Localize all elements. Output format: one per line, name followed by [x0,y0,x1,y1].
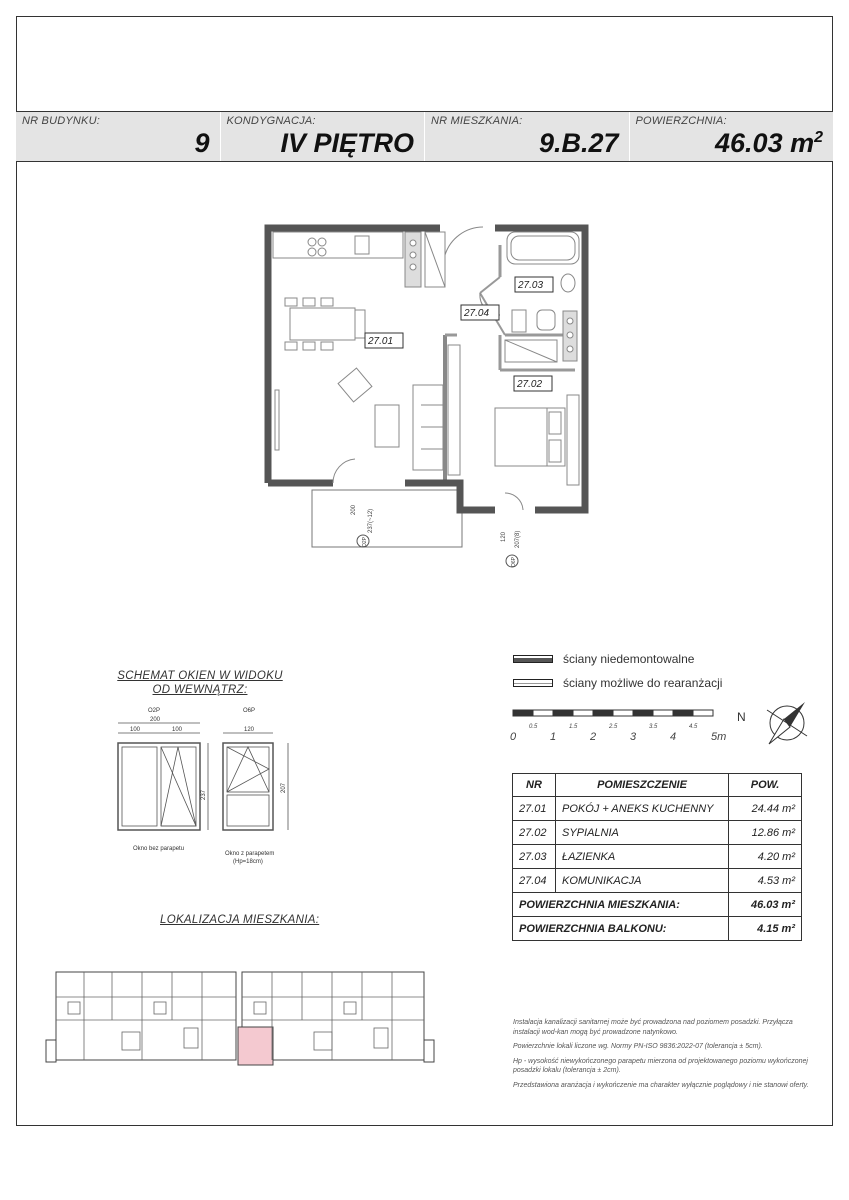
floor-label: KONDYGNACJA: [226,115,316,127]
legend-movable-label: ściany możliwe do rearanżacji [563,676,723,690]
coffee-table [375,405,399,447]
building-value: 9 [194,128,210,158]
building-cell [16,112,221,161]
balcony-total-label: POWIERZCHNIA BALKONU: [513,917,729,941]
w1-height: 237 [201,789,207,800]
scale-label-1: 1 [550,731,557,743]
apartment-total-value: 46.03 m² [729,893,802,917]
row-name: POKÓJ + ANEKS KUCHENNY [556,797,729,821]
building-site-plan [44,962,436,1070]
area-label: POWIERZCHNIA: [635,115,727,127]
room-table [512,773,802,941]
apartment-value: 9.B.27 [538,128,619,158]
room-label-27-03: 27.03 [518,280,544,291]
scale-label-2-5: 2.5 [609,724,618,730]
col-nr: NR [513,774,556,797]
row-nr: 27.02 [513,821,556,845]
note-1: Instalacja kanalizacji sanitarnej może być prowadzona nad poziomem posadzki. Przyłącza instalacji wod-kan mogą być prowadzone natynkowo. [513,1019,793,1036]
row-area: 4.53 m² [729,869,802,893]
legend-swatch-fixed [513,655,553,663]
balcony-window-code: O2P [362,536,368,547]
scale-label-0-5: 0.5 [529,724,538,730]
area-cell [630,112,834,161]
table-row [513,869,802,893]
legend-fixed-label: ściany niedemontowalne [563,652,695,666]
row-area: 24.44 m² [729,797,802,821]
table-row [513,821,802,845]
w1-left: 100 [130,727,141,733]
apartment-total-label: POWIERZCHNIA MIESZKANIA: [513,893,729,917]
balcony [312,490,462,547]
apartment-total-row [513,893,802,917]
balcony-total-row [513,917,802,941]
w1-code: O2P [148,708,161,714]
w1-total: 200 [150,717,161,723]
col-area: POW. [729,774,802,797]
door-window-code: O6P [511,556,517,567]
armchair [338,368,372,402]
legend-movable-walls [513,676,722,690]
w1-right: 100 [172,727,183,733]
row-nr: 27.04 [513,869,556,893]
row-nr: 27.03 [513,845,556,869]
door-width-dim: 120 [501,531,507,542]
area-value-wrap [715,128,823,159]
room-label-27-01: 27.01 [368,336,394,347]
w1-caption: Okno bez parapetu [133,846,185,852]
location-title: LOKALIZACJA MIESZKANIA: [160,914,320,926]
north-arrow-icon [737,702,807,744]
row-area: 4.20 m² [729,845,802,869]
row-name: KOMUNIKACJA [556,869,729,893]
note-2: Powierzchnie lokali liczone wg. Normy PN-ISO 9836:2022-07 (tolerancja ± 5cm). [513,1043,763,1050]
floor-plan [255,215,595,575]
windows-title-line2: OD WEWNĄTRZ: [152,684,248,696]
row-area: 12.86 m² [729,821,802,845]
window-schematics [100,705,300,880]
legend-fixed-walls [513,652,694,666]
north-label: N [737,710,746,724]
apartment-label: NR MIESZKANIA: [431,115,523,127]
w2-height: 207 [281,782,287,793]
area-unit-sup: 2 [814,129,823,146]
balcony-width-dim: 200 [351,504,357,515]
balcony-total-value: 4.15 m² [729,917,802,941]
scale-label-4: 4 [670,731,677,743]
note-4: Przedstawiona aranżacja i wykończenie ma charakter wyłącznie poglądowy i nie stanowi oferty. [513,1081,809,1089]
row-name: ŁAZIENKA [556,845,729,869]
highlighted-apartment [238,1027,273,1065]
table-row [513,845,802,869]
floor-value: IV PIĘTRO [280,128,414,158]
windows-title-line1: SCHEMAT OKIEN W WIDOKU [117,670,283,682]
apartment-cell [425,112,630,161]
window-o2p [118,743,200,830]
window-o6p [223,743,273,830]
balcony-height-dim: 237(~12) [368,508,374,533]
notes-block [513,1018,818,1095]
floor-cell [221,112,426,161]
scale-label-4-5: 4.5 [689,724,698,730]
room-label-27-04: 27.04 [464,308,490,319]
scale-label-1-5: 1.5 [569,724,578,730]
scale-label-3-5: 3.5 [649,724,658,730]
table-row [513,797,802,821]
room-label-27-02: 27.02 [517,379,543,390]
dining-table [290,308,355,340]
row-name: SYPIALNIA [556,821,729,845]
scale-label-0: 0 [510,731,517,743]
info-header [16,111,833,162]
w2-caption1: Okno z parapetem [225,851,275,857]
scale-bar [505,700,835,750]
area-value: 46.03 m [715,128,815,158]
row-nr: 27.01 [513,797,556,821]
w2-code: O6P [243,708,256,714]
w2-caption2: (Hp=18cm) [233,859,263,865]
scale-label-5m: 5m [711,731,727,743]
col-room: POMIESZCZENIE [556,774,729,797]
door-height-dim: 207(8) [515,530,521,548]
w2-total: 120 [244,727,255,733]
kitchen-counter [273,232,403,258]
scale-label-3: 3 [630,731,637,743]
legend-swatch-movable [513,679,553,687]
table-header-row [513,774,802,797]
scale-label-2: 2 [590,731,597,743]
note-3: Hp - wysokość niewykończonego parapetu mierzona od projektowanego poziomu wykończonej posadzki lokalu (tolerancja ± 2cm). [513,1057,808,1074]
building-label: NR BUDYNKU: [22,115,100,127]
